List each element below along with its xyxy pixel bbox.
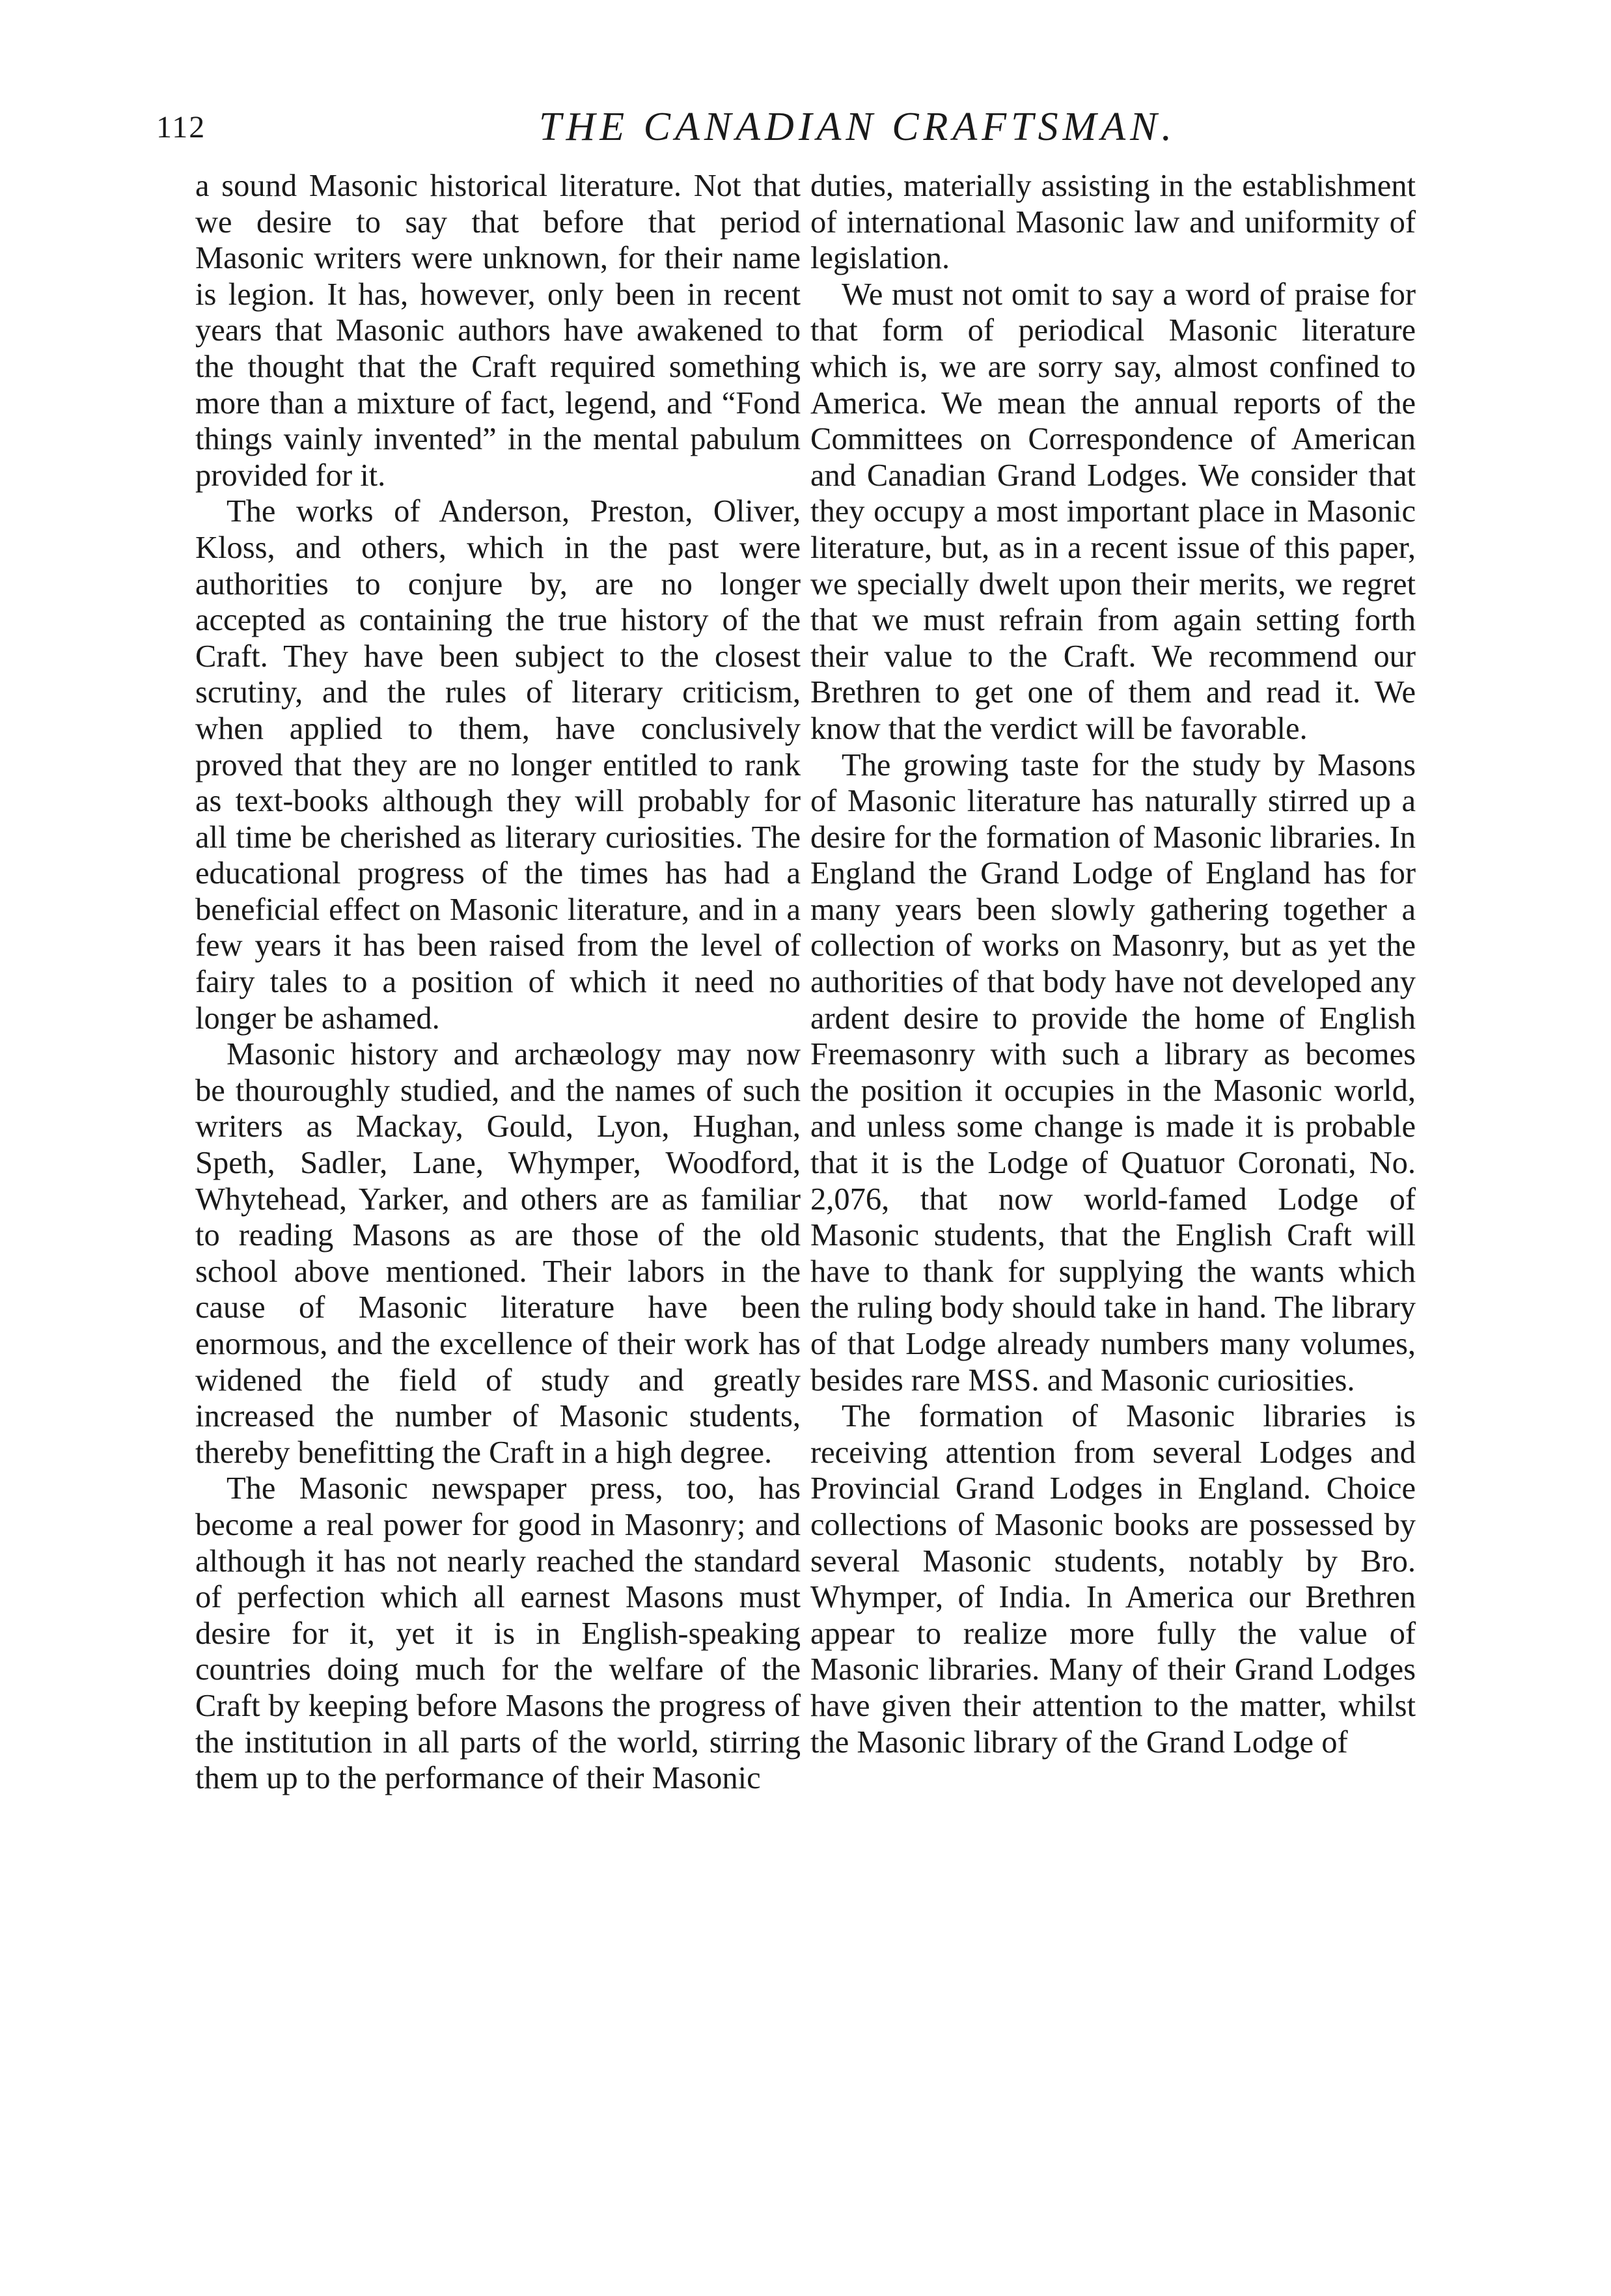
paragraph: The formation of Masonic libraries is receiving attention from several Lodges and Provincial Grand Lodges in England. Choice collections of Masonic books are possessed by several Masonic students, notably by Bro. Whymper, of India. In America our Brethren appear to realize more fully the value of Masonic libraries. Many of their Grand Lodges have given their attention to the matter, whilst the Masonic library of the Grand Lodge of xyxy=(810,1399,1416,1760)
paragraph: The growing taste for the study by Masons of Masonic literature has naturally stirred up a desire for the formation of Masonic libraries. In England the Grand Lodge of England has for many years been slowly gathering together a collection of works on Masonry, but as yet the authorities of that body have not developed any ardent desire to provide the home of English Freemasonry with such a library as becomes the position it occupies in the Masonic world, and unless some change is made it is probable that it is the Lodge of Quatuor Coronati, No. 2,076, that now world-famed Lodge of Masonic students, that the English Craft will have to thank for supplying the wants which the ruling body should take in hand. The library of that Lodge already numbers many volumes, besides rare MSS. and Masonic curiosities. xyxy=(810,747,1416,1398)
paragraph: We must not omit to say a word of praise for that form of periodical Masonic literature which is, we are sorry say, almost confined to America. We mean the annual reports of the Committees on Correspondence of American and Canadian Grand Lodges. We consider that they occupy a most important place in Masonic literature, but, as in a recent issue of this paper, we specially dwelt upon their merits, we regret that we must refrain from again setting forth their value to the Craft. We recommend our Brethren to get one of them and read it. We know that the verdict will be favorable. xyxy=(810,277,1416,746)
left-column xyxy=(195,168,801,1797)
paragraph: a sound Masonic historical literature. Not that we desire to say that before that period Masonic writers were unknown, for their name is legion. It has, however, only been in recent years that Masonic authors have awakened to the thought that the Craft required something more than a mixture of fact, legend, and “Fond things vainly invented” in the mental pabulum provided for it. xyxy=(195,169,801,493)
right-column xyxy=(810,168,1416,1760)
paragraph: The Masonic newspaper press, too, has become a real power for good in Masonry; and although it has not nearly reached the standard of perfection which all earnest Masons must desire for it, yet it is in English-speaking countries doing much for the welfare of the Craft by keeping before Masons the progress of the institution in all parts of the world, stirring them up to the performance of their Masonic xyxy=(195,1471,801,1796)
running-title: THE CANADIAN CRAFTSMAN. xyxy=(538,105,1177,149)
paragraph: Masonic history and archæology may now be thouroughly studied, and the names of such writers as Mackay, Gould, Lyon, Hughan, Speth, Sadler, Lane, Whymper, Woodford, Whytehead, Yarker, and others are as familiar to reading Masons as are those of the old school above mentioned. Their labors in the cause of Masonic literature have been enormous, and the excellence of their work has widened the field of study and greatly increased the number of Masonic students, thereby benefitting the Craft in a high degree. xyxy=(195,1037,801,1470)
paragraph: The works of Anderson, Preston, Oliver, Kloss, and others, which in the past were authorities to conjure by, are no longer accepted as containing the true history of the Craft. They have been subject to the closest scrutiny, and the rules of literary criticism, when applied to them, have conclusively proved that they are no longer entitled to rank as text-books although they will probably for all time be cherished as literary curiosities. The educational progress of the times has had a beneficial effect on Masonic literature, and in a few years it has been raised from the level of fairy tales to a position of which it need no longer be ashamed. xyxy=(195,494,801,1036)
page-number: 112 xyxy=(156,110,206,145)
paragraph: duties, materially assisting in the establishment of international Masonic law and uniformity of legislation. xyxy=(810,169,1416,276)
